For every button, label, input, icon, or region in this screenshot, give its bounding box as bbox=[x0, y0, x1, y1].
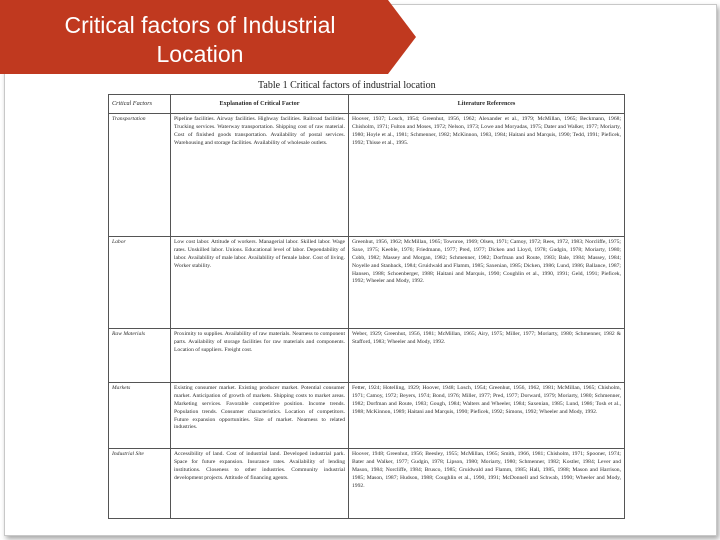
factor-cell: Labor bbox=[109, 236, 171, 328]
references-cell: Greenhut, 1956, 1962; McMillan, 1965; Townroe, 1969; Olsen, 1971; Camoy, 1972; Rees, 1972, 1983; Norcliffe, 1975; Saxe, 1975; Keeble, 1976; Friedmann, 1977; Pred, 1977; Dicken and Lloyd, 1978; Gudgin, 1978; Moriarty, 1980; Cobb, 1982; Massey and Morgan, 1982; Schmenner, 1982; Dorfman and Route, 1983; Bale, 1984; Massey, 1984; Noyelle and Stanback, 1984; Gruidwald and Flamm, 1985; Saxenian, 1985; Dicken, 1986; Lund, 1986; Ballance, 1987; Hansen, 1988; Schoenberger, 1988; Haitani and Marquis, 1990; Coughlin et al., 1990, 1991; Geld, 1991; Pieficek, 1992; Wheeler and Mody, 1992. bbox=[349, 236, 625, 328]
table-row-markets bbox=[109, 382, 625, 448]
title-banner bbox=[0, 0, 418, 74]
factor-cell: Markets bbox=[109, 382, 171, 448]
table-row-labor bbox=[109, 236, 625, 328]
slide-title bbox=[0, 11, 400, 69]
references-cell: Fetter, 1924; Hotelling, 1929; Hoover, 1948; Losch, 1954; Greenhut, 1956, 1962, 1981; McMillan, 1965; Chisholm, 1971; Camoy, 1972; Beyers, 1974; Bond, 1976; Miller, 1977; Pred, 1977; Dorward, 1979; Moriarty, 1980; Schmenner, 1982; Dorfman and Route, 1983; Gough, 1984; Walters and Wheeler, 1984; Saxenian, 1985; Lund, 1986; Tosh et al., 1988; McKinnon, 1989; Haitani and Marquis, 1990; Pieficek, 1992; Simons, 1992; Wheeler and Mody, 1992. bbox=[349, 382, 625, 448]
explanation-cell: Low cost labor. Attitude of workers. Managerial labor. Skilled labor. Wage rates. Unskilled labor. Unions. Educational level of labor. Dependability of labor. Availability of male labor. Availability of female labor. Cost of living. Worker stability. bbox=[171, 236, 349, 328]
references-cell: Weber, 1929; Greenhut, 1956, 1981; McMillan, 1965; Airy, 1975; Miller, 1977; Moriarty, 1980; Schmenner, 1982 & Stafford, 1983; Wheeler and Mody, 1992. bbox=[349, 328, 625, 382]
factor-cell: Raw Materials bbox=[109, 328, 171, 382]
references-cell: Hoover, 1948; Greenhut, 1956; Beesley, 1955; McMillan, 1965; Smith, 1966, 1981; Chisholm, 1971; Spooner, 1974; Bater and Walker, 1977; Gudgin, 1978; Lipson, 1980; Moriarty, 1980; Schmenner, 1982; Kostler, 1984; Lever and Mason, 1984; Norcliffe, 1984; Brusco, 1985; Gruidwald and Flamm, 1985; Hall, 1985, 1988; Mason and Harrison, 1985; Mason, 1987; Hudson, 1988; Coughlin et al., 1990, 1991; McDonnell and Schwab, 1990; Wheeler and Mody, 1992. bbox=[349, 448, 625, 518]
factor-cell: Industrial Site bbox=[109, 448, 171, 518]
slide-title-line1: Critical factors of Industrial bbox=[64, 12, 336, 38]
references-cell: Hoover, 1937; Losch, 1954; Greenhut, 1956, 1962; Alexander et al., 1979; McMillan, 1965; Beckmann, 1968; Chisholm, 1971; Fulton and Moses, 1972; Nelson, 1973; Lowe and Moryadas, 1975; Dater and Walker, 1977; Moriarty, 1980; Hoyle et al., 1981; Schmenner, 1982; McKinnon, 1983, 1984; Haitani and Marquis, 1990; Tedd, 1991; Pieficek, 1992; Thisse et al., 1995. bbox=[349, 113, 625, 236]
explanation-cell: Pipeline facilities. Airway facilities. Highway facilities. Railroad facilities. Trucking services. Waterway transportation. Shipping cost of raw material. Cost of finished goods transportation. Availability of postal services. Warehousing and storage facilities. Availability of wholesale outlets. bbox=[171, 113, 349, 236]
table-row-raw-materials bbox=[109, 328, 625, 382]
table-caption: Table 1 Critical factors of industrial location bbox=[258, 80, 436, 91]
explanation-cell: Accessibility of land. Cost of industrial land. Developed industrial park. Space for future expansion. Insurance rates. Availability of lending institutions. Closeness to other industries. Community industrial development projects. Attitude of financing agents. bbox=[171, 448, 349, 518]
slide-title-line2: Location bbox=[156, 41, 244, 67]
table-row-transportation bbox=[109, 113, 625, 236]
header-literature-references: Literature References bbox=[349, 95, 625, 114]
explanation-cell: Existing consumer market. Existing producer market. Potential consumer market. Anticipation of growth of markets. Shipping costs to market areas. Marketing services. Favorable competitive position. Income trends. Population trends. Consumer characteristics. Location of competitors. Future expansion opportunities. Size of market. Nearness to related industries. bbox=[171, 382, 349, 448]
table-row-industrial-site bbox=[109, 448, 625, 518]
factor-cell: Transportation bbox=[109, 113, 171, 236]
table-header-row bbox=[109, 95, 625, 114]
critical-factors-table bbox=[108, 94, 625, 519]
header-critical-factors: Critical Factors bbox=[109, 95, 171, 114]
explanation-cell: Proximity to supplies. Availability of raw materials. Nearness to component parts. Availability of storage facilities for raw materials and components. Location of suppliers. Freight cost. bbox=[171, 328, 349, 382]
header-explanation: Explanation of Critical Factor bbox=[171, 95, 349, 114]
